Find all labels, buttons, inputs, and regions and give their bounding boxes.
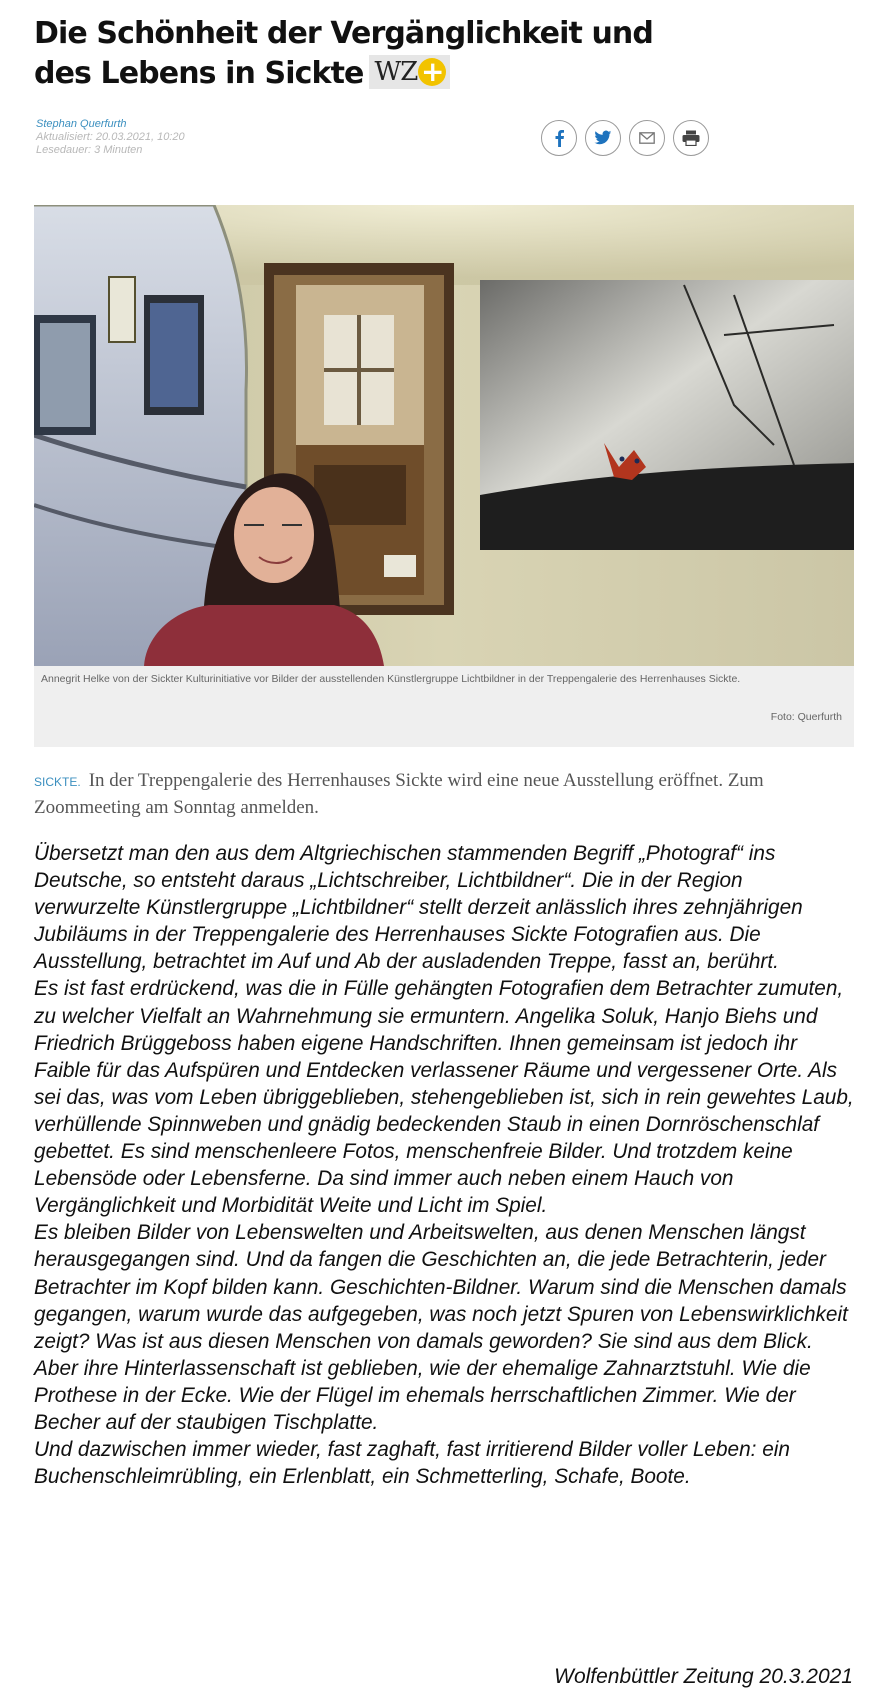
body-paragraph: Es bleiben Bilder von Lebenswelten und Arbeitswelten, aus denen Menschen längst herausgegangen sind. Und da fangen die Geschichten an, die jede Betrachterin, jeder Betrachter im Kopf bilden kann. Geschichten-Bildner. Warum sind die Menschen damals gegangen, warum wurde das aufgegeben, was noch jetzt Spuren von Lebenswirklichkeit zeigt? Was ist aus diesen Menschen von damals geworden? Sie sind aus dem Blick. Aber ihre Hinterlassenschaft ist geblieben, wie der ehemalige Zahnarztstuhl. Wie die Prothese in der Ecke. Wie der Flügel im ehemals herrschaftlichen Zimmer. Wie der Becher auf der staubigen Tischplatte.	[34, 1221, 848, 1434]
updated-timestamp: Aktualisiert: 20.03.2021, 10:20	[36, 131, 185, 143]
article-figure	[34, 205, 854, 747]
exhibition-photo-illustration	[34, 205, 854, 666]
plus-icon: +	[418, 58, 446, 86]
lead-text: In der Treppengalerie des Herrenhauses Sickte wird eine neue Ausstellung eröffnet. Zum Zoommeeting am Sonntag anmelden.	[34, 770, 764, 818]
exhibition-photo[interactable]	[34, 205, 854, 666]
share-twitter-button[interactable]	[585, 120, 621, 156]
photo-caption: Annegrit Helke von der Sickter Kulturinitiative vor Bilder der ausstellenden Künstlergruppe Lichtbildner in der Treppengalerie des Herrenhauses Sickte.	[41, 673, 741, 685]
article-body	[34, 840, 854, 1490]
mail-icon	[639, 132, 655, 144]
body-paragraph: Und dazwischen immer wieder, fast zaghaft, fast irritierend Bilder voller Leben: ein Buchenschleimrübling, ein Erlenblatt, ein Schmetterling, Schafe, Boote.	[34, 1438, 790, 1489]
body-paragraph: Übersetzt man den aus dem Altgriechischen stammenden Begriff „Photograf“ ins Deutsche, so entsteht daraus „Lichtschreiber, Lichtbildner“. Die in der Region verwurzelte Künstlergruppe „Lichtbildner“ stellt derzeit anlässlich ihres zehnjährigen Jubiläums in der Treppengalerie des Herrenhauses Sickte Fotografien aus. Die Ausstellung, betrachtet im Auf und Ab der ausladenden Treppe, fasst an, berührt.	[34, 842, 803, 974]
share-bar	[541, 120, 709, 156]
share-facebook-button[interactable]	[541, 120, 577, 156]
body-paragraph: Es ist fast erdrückend, was die in Fülle gehängten Fotografien dem Betrachter zumuten, zu welcher Vielfalt an Wahrnehmung sie ermuntern. Angelika Soluk, Hanjo Biehs und Friedrich Brüggeboss haben eigene Handschriften. Ihnen gemeinsam ist jedoch ihr Faible für das Aufspüren und Entdecken verlassener Räume und vergessener Orte. Als sei das, was vom Leben übriggeblieben, stehengeblieben ist, sich in rein gewehtes Laub, verhüllende Spinnweben und gnädig bedeckenden Staub in einen Dornröschenschlaf gebettet. Es sind menschenleere Fotos, menschenfreie Bilder. Und trotzdem keine Lebensöde oder Lebensferne. Da sind immer auch neben einem Hauch von Vergänglichkeit und Morbidität Weite und Licht im Spiel.	[34, 977, 854, 1218]
facebook-icon	[552, 129, 566, 147]
photo-credit: Foto: Querfurth	[770, 711, 842, 723]
share-email-button[interactable]	[629, 120, 665, 156]
wz-plus-badge	[369, 55, 450, 89]
dateline-place: SICKTE.	[34, 775, 81, 789]
share-print-button[interactable]	[673, 120, 709, 156]
author-link[interactable]: Stephan Querfurth	[36, 118, 127, 130]
twitter-icon	[594, 130, 612, 146]
badge-wz-text: WZ	[374, 56, 418, 87]
article-meta	[36, 118, 185, 157]
headline-text: Die Schönheit der Vergänglichkeit und des Lebens in Sickte	[34, 16, 653, 91]
source-signature: Wolfenbüttler Zeitung 20.3.2021	[554, 1665, 853, 1688]
print-icon	[682, 130, 700, 146]
reading-time: Lesedauer: 3 Minuten	[36, 144, 143, 156]
article-headline	[34, 14, 654, 94]
article-lead	[34, 768, 834, 820]
